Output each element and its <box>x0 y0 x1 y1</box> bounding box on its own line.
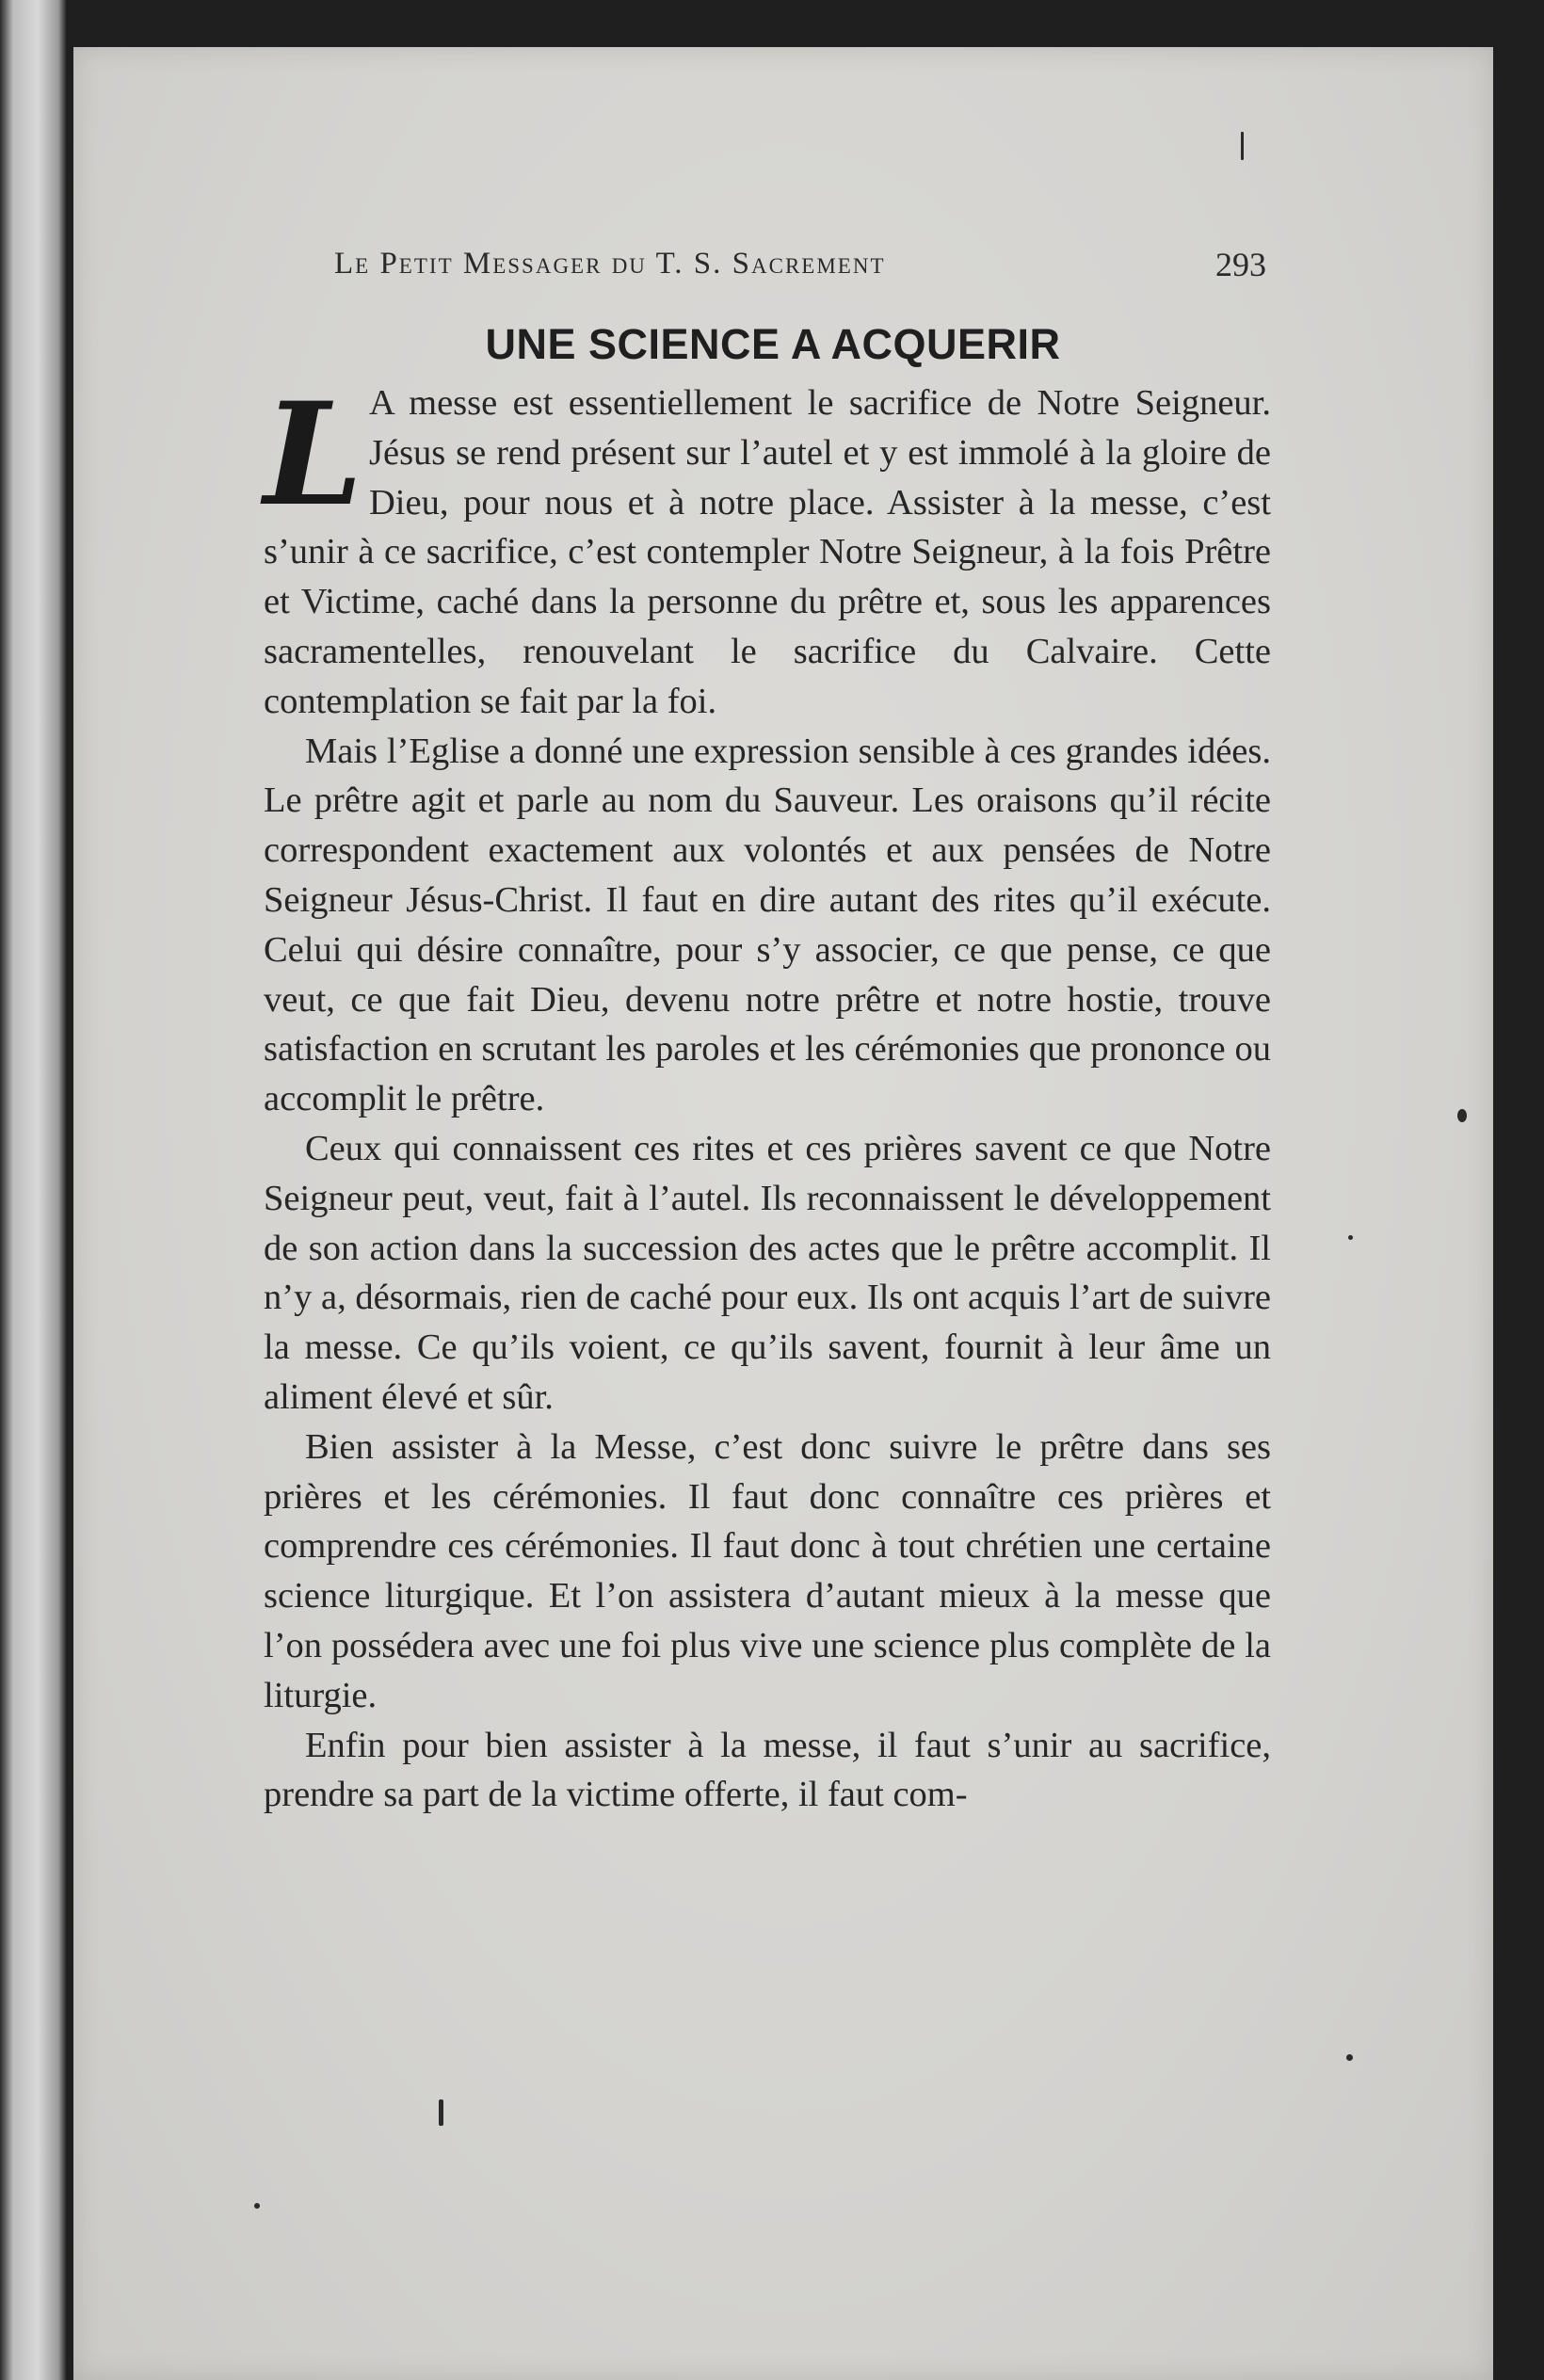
scan-speck <box>439 2099 443 2126</box>
page-number: 293 <box>1215 246 1266 283</box>
paragraph-1 <box>264 372 1271 727</box>
paragraph-5: Enfin pour bien assister à la messe, il faut s’unir au sacrifice, prendre sa part de la victime offerte, il faut com- <box>264 1725 1271 1815</box>
paragraph-4: Bien assister à la Messe, c’est donc suivre le prêtre dans ses prières et les cérémonies. Il faut donc connaître ces prières et comprendre ces cérémonies. Il faut donc à tout chrétien une certaine science liturgique. Et l’on assistera d’autant mieux à la messe que l’on possédera avec une foi plus vive une science plus complète de la liturgie. <box>264 1426 1271 1715</box>
paragraph-3: Ceux qui connaissent ces rites et ces prières savent ce que Notre Seigneur peut, veut, fait à l’autel. Ils reconnaissent le développement de son action dans la succession des actes que le prêtre accomplit. Il n’y a, désormais, rien de caché pour eux. Ils ont acquis l’art de suivre la messe. Ce qu’ils voient, ce qu’ils savent, fournit à leur âme un aliment élevé et sûr. <box>264 1128 1271 1417</box>
running-head-title: Le Petit Messager du T. S. Sacrement <box>334 247 886 281</box>
scan-speck <box>1457 1109 1467 1122</box>
scan-speck <box>1241 132 1244 160</box>
running-head <box>334 247 1266 294</box>
drop-cap-initial: L <box>264 372 363 538</box>
paragraph-1-text: A messe est essentiellement le sacrifice de Notre Seigneur. Jésus se rend présent sur l’autel et y est immolé à la gloire de Dieu, pour nous et à notre place. Assister à la messe, c’est s’unir à ce sacrifice, c’est contempler Notre Seigneur, à la fois Prêtre et Victime, caché dans la personne du prêtre et, sous les apparences sacramentelles, renouvelant le sacrifice du Calvaire. Cette contemplation se fait par la foi. <box>264 383 1271 721</box>
scan-speck <box>1348 1235 1353 1240</box>
article-body <box>264 372 1271 1820</box>
scan-speck <box>254 2203 260 2209</box>
scan-speck <box>1346 2054 1353 2061</box>
paragraph-2: Mais l’Eglise a donné une expression sensible à ces grandes idées. Le prêtre agit et parle au nom du Sauveur. Les oraisons qu’il récite correspondent exactement aux volontés et aux pensées de Notre Seigneur Jésus-Christ. Il faut en dire autant des rites qu’il exécute. Celui qui désire connaître, pour s’y associer, ce que pense, ce que veut, ce que fait Dieu, devenu notre prêtre et notre hostie, trouve satisfaction en scrutant les paroles et les cérémonies que prononce ou accomplit le prêtre. <box>264 731 1271 1119</box>
article-title: UNE SCIENCE A ACQUERIR <box>485 320 1061 368</box>
adjacent-page-edge <box>0 0 66 2380</box>
